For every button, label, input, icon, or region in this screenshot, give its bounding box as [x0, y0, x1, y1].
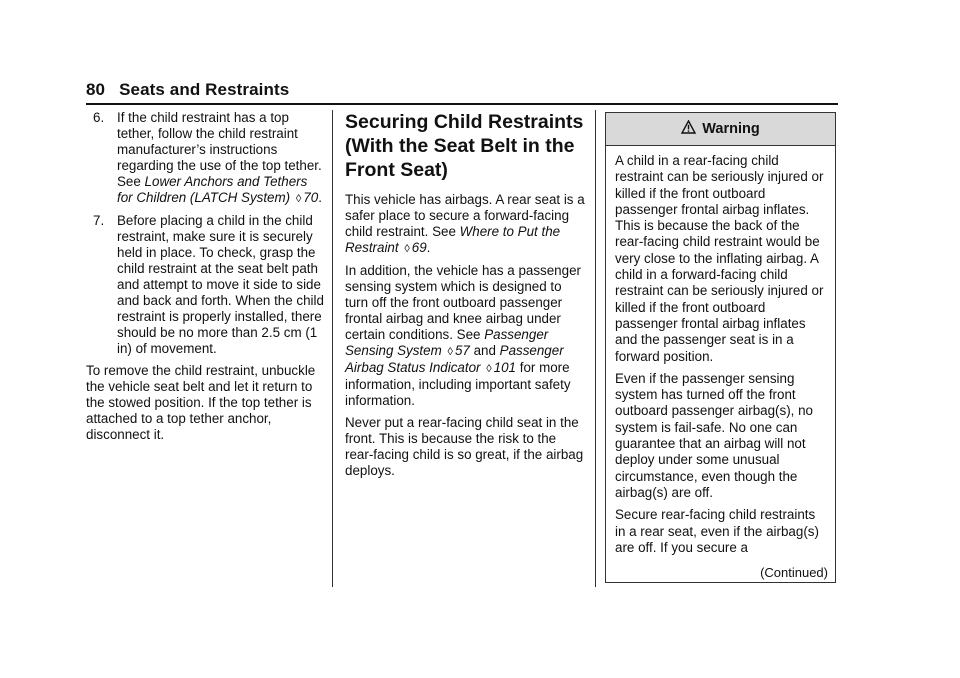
warning-header — [606, 113, 835, 146]
section-heading: Securing Child Restraints (With the Seat Belt in the Front Seat) — [345, 111, 584, 181]
warning-box — [605, 112, 836, 583]
warning-title: Warning — [702, 121, 760, 137]
page-reference-arrow-icon: ◊ — [486, 363, 492, 375]
page-reference-arrow-icon: ◊ — [447, 346, 453, 358]
paragraph-text: and — [469, 343, 500, 358]
step-number: 6. — [93, 110, 105, 125]
step-number: 7. — [93, 213, 105, 228]
page-reference-arrow-icon: ◊ — [404, 243, 410, 255]
page-reference-number[interactable]: 101 — [493, 360, 516, 375]
body-paragraph: Never put a rear-facing child seat in the front. This is because the risk to the rear-facing child is so great, if the airbag deploys. — [345, 415, 584, 478]
cross-reference-link[interactable]: Lower Anchors and Tethers for Children (LATCH System) — [117, 174, 308, 205]
body-paragraph — [345, 263, 585, 409]
left-column — [86, 110, 326, 449]
cross-reference-link[interactable]: Passenger Airbag Status Indicator — [345, 343, 564, 375]
continued-label: (Continued) — [760, 565, 828, 580]
cross-reference-link[interactable]: Passenger Sensing System — [345, 327, 549, 358]
step-6 — [86, 110, 326, 207]
paragraph-text-tail: for more information, including important safety information. — [345, 360, 571, 408]
page-reference-number[interactable]: 69 — [411, 240, 427, 255]
column-divider-left — [332, 110, 333, 587]
warning-paragraph: Secure rear-facing child restraints in a rear seat, even if the airbag(s) are off. If you secure a — [615, 507, 819, 555]
body-paragraph: To remove the child restraint, unbuckle the vehicle seat belt and let it return to the stowed position. If the top tether is attached to a top tether anchor, disconnect it. — [86, 363, 316, 442]
paragraph-text: This vehicle has airbags. A rear seat is a safer place to secure a forward-facing child restraint. See — [345, 192, 585, 239]
step-7 — [86, 213, 326, 357]
header-rule — [86, 103, 838, 105]
page-reference-arrow-icon: ◊ — [295, 193, 302, 205]
page-reference-number[interactable]: 57 — [454, 343, 470, 358]
middle-column — [345, 110, 585, 485]
warning-triangle-icon — [681, 120, 696, 138]
cross-reference-link[interactable]: Where to Put the Restraint — [345, 224, 561, 255]
page-header — [86, 80, 289, 100]
page-number: 80 — [86, 80, 106, 99]
section-title: Seats and Restraints — [119, 80, 290, 99]
body-paragraph — [345, 192, 585, 257]
warning-body — [606, 146, 835, 556]
step-text: If the child restraint has a top tether, follow the child restraint manufacturer’s instructions regarding the use of the top tether. See — [117, 110, 322, 189]
paragraph-text-tail: . — [426, 240, 431, 255]
step-text-tail: . — [318, 190, 322, 205]
instruction-steps — [86, 110, 326, 357]
warning-paragraph: A child in a rear-facing child restraint can be seriously injured or killed if the front outboard passenger frontal airbag inflates. This is because the back of the rear-facing child restraint would be very close to the inflating airbag. A child in a forward-facing child restraint can be seriously injured or killed if the front outboard passenger frontal airbag inflates and the passenger seat is in a forward position. — [615, 153, 824, 364]
warning-paragraph: Even if the passenger sensing system has turned off the front outboard passenger airbag(s), no system is fail-safe. No one can guarantee that an airbag will not deploy under some unusual circumstance, even though the airbag(s) are off. — [615, 370, 814, 500]
column-divider-right — [595, 110, 596, 587]
step-text: Before placing a child in the child restraint, make sure it is securely held in place. To check, grasp the child restraint at the seat belt path and attempt to move it side to side and back and forth. When the child restraint is properly installed, there should be no more than 2.5 cm (1 in) of movement. — [117, 213, 324, 356]
page-reference-number[interactable]: 70 — [303, 190, 319, 205]
paragraph-text: In addition, the vehicle has a passenger sensing system which is designed to turn off the front outboard passenger frontal airbag and knee airbag under certain conditions. See — [345, 263, 581, 342]
